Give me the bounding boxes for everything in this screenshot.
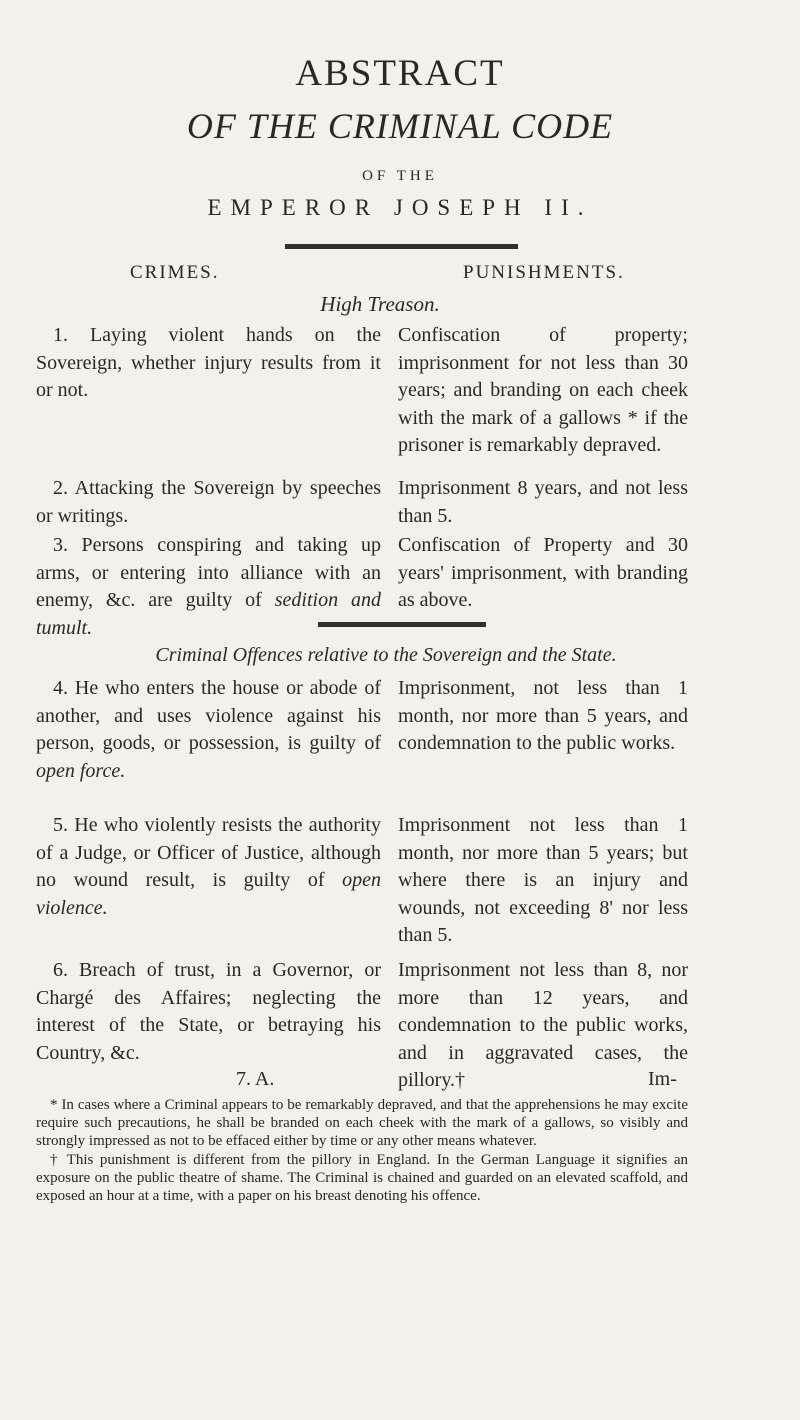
document-emperor: EMPEROR JOSEPH II. (207, 195, 593, 220)
crime-term: open violence. (36, 869, 381, 919)
punishment-entry (398, 475, 688, 530)
punishment-text: Confiscation of Property and 30 years' imprisonment, with branding as above. (398, 534, 688, 611)
document-subtitle: OF THE CRIMINAL CODE (186, 106, 614, 146)
punishment-text: Imprisonment not less than 1 month, nor more than 5 years; but where there is an injury and wounds, not exceeding 8' nor less than 5. (398, 814, 688, 946)
punishment-entry (398, 957, 688, 1095)
column-header-punishments: PUNISHMENTS. (463, 262, 625, 283)
document-title: ABSTRACT (295, 53, 505, 94)
footnote: * In cases where a Criminal appears to be remarkably depraved, and that the apprehensions he may excite require such precautions, he shall be branded on each cheek with the mark of a gallows, so visibly and strongly impressed as not to be effaced either by time or any other means whatever. (36, 1097, 688, 1150)
crime-text: 6. Breach of trust, in a Governor, or Chargé des Affaires; neglecting the interest of the State, or betraying his Country, &c. (36, 959, 381, 1064)
document-of-the: OF THE (362, 168, 438, 184)
crime-text: 5. He who violently resists the authority of a Judge, or Officer of Justice, although no wound result, is guilty of (36, 814, 381, 891)
punishment-text: Imprisonment, not less than 1 month, nor more than 5 years, and condemnation to the public works. (398, 677, 688, 754)
punishment-text: Imprisonment not less than 8, nor more than 12 years, and condemnation to the public works, and in aggravated cases, the pillory.† (398, 959, 688, 1091)
crime-entry (36, 475, 381, 530)
catchword-next-page: Im- (648, 1068, 677, 1090)
crime-entry (36, 675, 381, 785)
section-heading-high-treason: High Treason. (320, 292, 440, 316)
crime-term: sedition and tumult. (36, 589, 381, 639)
crime-text: 2. Attacking the Sovereign by speeches or writings. (36, 477, 381, 527)
footnote: † This punishment is different from the pillory in England. In the German Language it signifies an exposure on the public theatre of shame. The Criminal is chained and guarded on an elevated scaffold, and exposed an hour at a time, with a paper on his breast denoting his offence. (36, 1151, 688, 1205)
punishment-entry (398, 812, 688, 950)
footnotes (36, 1096, 688, 1205)
punishment-entry (398, 322, 688, 460)
crime-text: 3. Persons conspiring and taking up arms, or entering into alliance with an enemy, &c. are guilty of (36, 534, 381, 611)
punishment-text: Confiscation of property; imprisonment for not less than 30 years; and branding on each cheek with the mark of a gallows * if the prisoner is remarkably depraved. (398, 324, 688, 456)
crime-text: 4. He who enters the house or abode of another, and uses violence against his person, goods, or possession, is guilty of (36, 677, 381, 754)
crime-term: open force. (36, 759, 126, 782)
catchword-next-entry: 7. A. (236, 1068, 275, 1090)
crime-entry (36, 957, 381, 1067)
crime-entry (36, 322, 381, 405)
crime-text: 1. Laying violent hands on the Sovereign, whether injury results from it or not. (36, 324, 381, 401)
section-heading-offences-state: Criminal Offences relative to the Sovereign and the State. (155, 644, 617, 666)
punishment-entry (398, 532, 688, 615)
divider-rule (285, 244, 518, 249)
divider-rule (318, 622, 486, 627)
column-header-crimes: CRIMES. (130, 262, 220, 283)
punishment-text: Imprisonment 8 years, and not less than 5. (398, 477, 688, 527)
punishment-entry (398, 675, 688, 758)
crime-entry (36, 812, 381, 922)
